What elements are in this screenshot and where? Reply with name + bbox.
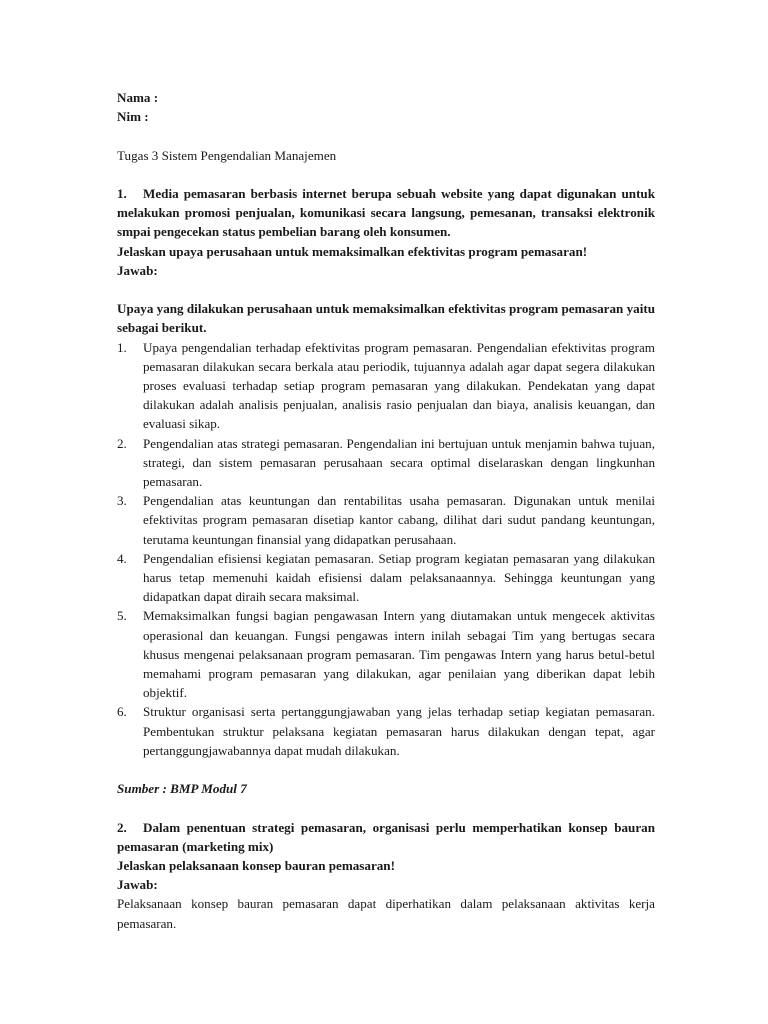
nama-label: Nama : — [117, 90, 159, 105]
question-2-jawab: Jawab: — [117, 877, 158, 893]
answer-2-text: Pelaksanaan konsep bauran pemasaran dapat diperhatikan dalam pelaksanaan aktivitas kerja pemasaran. — [117, 896, 655, 931]
list-item — [117, 606, 655, 702]
list-item-text: Memaksimalkan fungsi bagian pengawasan Intern yang diutamakan untuk mengecek aktivitas operasional dan keuangan. Fungsi pengawas intern inilah sebagai Tim yang bertugas secara khusus mengenai pelaksanaan program pemasaran. Tim pengawas Intern yang harus betul-betul memahami program pemasaran yang dilakukan, agar penilaian yang diberikan dapat lebih objektif. — [143, 608, 655, 701]
list-item-number: 5. — [117, 608, 127, 624]
list-item-text: Struktur organisasi serta pertanggungjawaban yang jelas terhadap setiap kegiatan pemasaran. Pembentukan struktur pelaksana kegiatan pemasaran harus dilakukan dengan tepat, agar pertanggungjawabannya dapat mudah dilakukan. — [143, 704, 655, 758]
list-item-number: 6. — [117, 704, 127, 720]
document-body — [117, 88, 655, 933]
source-note: Sumber : BMP Modul 7 — [117, 781, 247, 797]
question-1 — [117, 184, 655, 242]
list-item — [117, 434, 655, 492]
list-item-text: Pengendalian efisiensi kegiatan pemasaran. Setiap program kegiatan pemasaran yang dilakukan harus tetap memenuhi kaidah efisiensi dalam pelaksanaannya. Sehingga keuntungan yang didapatkan dapat diraih secara maksimal. — [143, 550, 655, 605]
nim-label: Nim : — [117, 109, 149, 125]
question-1-number: 1. — [117, 185, 127, 201]
list-item — [117, 338, 655, 434]
list-item-number: 3. — [117, 493, 127, 509]
answer-1-intro: Upaya yang dilakukan perusahaan untuk memaksimalkan efektivitas program pemasaran yaitu sebagai berikut. — [117, 301, 655, 336]
list-item-number: 2. — [117, 435, 127, 451]
list-item-text: Pengendalian atas keuntungan dan rentabilitas usaha pemasaran. Digunakan untuk menilai efektivitas program pemasaran disetiap kantor cabang, dilihat dari sudut pandang keuntungan, terutama keuntungan finansial yang didapatkan perusahaan. — [143, 493, 655, 547]
document-title: Tugas 3 Sistem Pengendalian Manajemen — [117, 147, 337, 163]
list-item — [117, 491, 655, 549]
list-item-text: Upaya pengendalian terhadap efektivitas program pemasaran. Pengendalian efektivitas program pemasaran dilakukan secara berkala atau periodik, tujuannya adalah agar dapat segera dilakukan proses evaluasi terhadap setiap program pemasaran yang dilakukan. Pendekatan yang dapat dilakukan adalah analisis penjualan, analisis rasio penjualan dan biaya, analisis keuangan, dan evaluasi sikap. — [143, 339, 655, 432]
list-item — [117, 702, 655, 760]
question-2 — [117, 818, 655, 856]
answer-1-list — [117, 338, 655, 760]
list-item-text: Pengendalian atas strategi pemasaran. Pengendalian ini bertujuan untuk menjamin bahwa tujuan, strategi, dan sistem pemasaran perusahaan secara optimal diselaraskan dengan lingkunhan pemasaran. — [143, 435, 655, 490]
question-1-jawab: Jawab: — [117, 262, 158, 278]
question-2-instruction: Jelaskan pelaksanaan konsep bauran pemasaran! — [117, 858, 395, 874]
list-item-number: 1. — [117, 339, 127, 355]
list-item — [117, 549, 655, 607]
list-item-number: 4. — [117, 550, 127, 566]
question-1-text: Media pemasaran berbasis internet berupa sebuah website yang dapat digunakan untuk melakukan promosi penjualan, komunikasi secara langsung, pemesanan, transaksi elektronik smpai pengecekan status pembelian barang oleh konsumen. — [117, 185, 655, 240]
question-2-number: 2. — [117, 819, 127, 835]
question-2-text: Dalam penentuan strategi pemasaran, organisasi perlu memperhatikan konsep bauran pemasaran (marketing mix) — [117, 819, 655, 854]
question-1-instruction: Jelaskan upaya perusahaan untuk memaksimalkan efektivitas program pemasaran! — [117, 243, 588, 259]
